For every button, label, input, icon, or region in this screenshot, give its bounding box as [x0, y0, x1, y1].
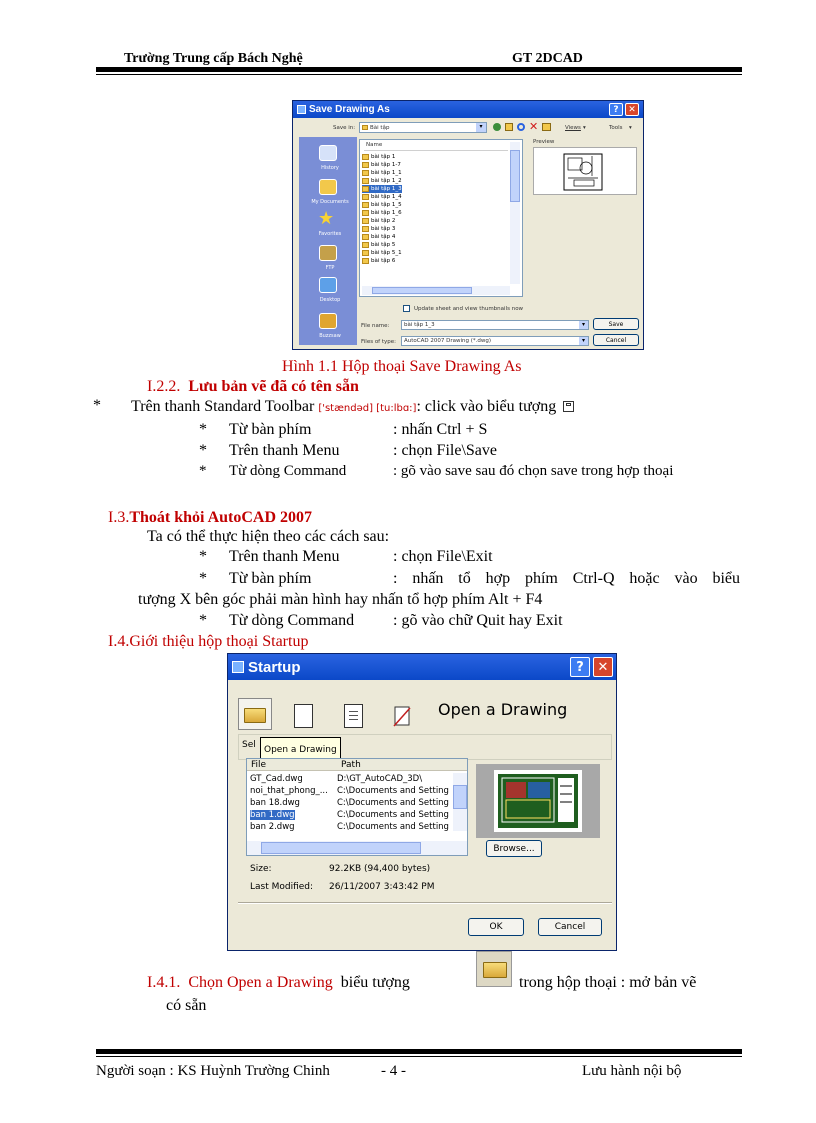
pronunciation: ['stændəd] [tu:lbɑ:]: [318, 403, 417, 414]
bullet: *: [199, 548, 207, 565]
section-title: Chọn Open a Drawing: [188, 974, 333, 991]
method-value: : nhấn Ctrl + S: [393, 421, 488, 438]
folder-icon: [362, 194, 369, 200]
exit-intro: Ta có thể thực hiện theo các cách sau:: [147, 528, 390, 545]
views-menu[interactable]: Views: [565, 125, 581, 131]
size-value: 92.2KB (94,400 bytes): [329, 864, 431, 874]
horizontal-scroll-thumb[interactable]: [372, 287, 472, 294]
recent-files-list: [246, 758, 468, 856]
buzzsaw-icon[interactable]: [319, 313, 337, 329]
tooltip-text: Open a Drawing: [264, 745, 337, 755]
page-number: - 4 -: [381, 1063, 406, 1079]
sidebar-buzzsaw-label[interactable]: Buzzsaw: [319, 333, 341, 339]
section-heading-1-4: [108, 632, 308, 651]
save-button[interactable]: Save: [593, 318, 639, 330]
help-button[interactable]: ?: [609, 103, 623, 116]
folder-icon: [362, 170, 369, 176]
chevron-down-icon[interactable]: ▾: [579, 321, 588, 329]
folder-icon: [362, 178, 369, 184]
folder-icon: [362, 250, 369, 256]
header-rule: [96, 67, 742, 72]
column-path-header[interactable]: Path: [341, 760, 361, 770]
file-name-value: bài tập 1_3: [404, 322, 435, 328]
last-modified-value: 26/11/2007 3:43:42 PM: [329, 882, 435, 892]
preview-label: Preview: [533, 139, 555, 145]
save-disk-icon: [563, 401, 574, 412]
search-web-icon[interactable]: [517, 123, 525, 131]
start-from-scratch-icon[interactable]: [294, 704, 313, 728]
scroll-thumb[interactable]: [453, 785, 467, 809]
table-row-selected[interactable]: ban 1.dwg C:\Documents and Setting: [250, 810, 449, 820]
folder-icon: [362, 226, 369, 232]
folder-icon: [362, 234, 369, 240]
bullet: *: [199, 421, 207, 438]
cancel-button[interactable]: Cancel: [593, 334, 639, 346]
save-drawing-as-dialog: [292, 100, 644, 350]
chevron-down-icon[interactable]: ▾: [579, 337, 588, 345]
list-item[interactable]: bài tập 1_6: [362, 209, 402, 217]
folder-icon: [362, 154, 369, 160]
toolbar-line-tail: : click vào biểu tượng: [416, 398, 557, 415]
new-folder-icon[interactable]: [542, 123, 551, 131]
back-icon[interactable]: [493, 123, 501, 131]
folder-icon: [362, 202, 369, 208]
tools-chevron-icon[interactable]: ▾: [629, 125, 632, 131]
section-number: I.4.: [108, 633, 130, 650]
use-wizard-icon[interactable]: [392, 704, 412, 728]
header-course: GT 2DCAD: [512, 51, 583, 66]
drawing-preview-image: [534, 148, 638, 196]
file-list: [359, 139, 523, 297]
bullet: *: [199, 442, 207, 459]
save-dialog-titlebar: [293, 101, 643, 118]
folder-icon: [362, 125, 368, 130]
desktop-icon[interactable]: [319, 277, 337, 293]
save-in-label: Save in:: [333, 125, 356, 131]
folder-icon: [362, 258, 369, 264]
footer-author: Người soạn : KS Huỳnh Trường Chinh: [96, 1063, 330, 1079]
update-thumbnail-checkbox[interactable]: [403, 305, 410, 312]
method-value: : nhấn tổ hợp phím Ctrl-Q hoặc vào biểu: [393, 570, 740, 587]
size-label: Size:: [250, 864, 272, 874]
section-title: Lưu bản vẽ đã có tên sẵn: [188, 378, 359, 395]
bullet: *: [199, 612, 207, 629]
section-text-tail: trong hộp thoại : mở bản vẽ: [519, 974, 697, 991]
tooltip: [260, 737, 341, 759]
autocad-app-icon: [232, 661, 244, 673]
folder-icon: [362, 218, 369, 224]
sidebar-desktop-label[interactable]: Desktop: [319, 297, 341, 303]
list-header: [247, 759, 467, 771]
cancel-button[interactable]: Cancel: [538, 918, 602, 936]
update-thumbnail-label: Update sheet and view thumbnails now: [414, 306, 524, 312]
list-item[interactable]: bài tập 1_1: [362, 169, 402, 177]
section-heading-1-4-1: [147, 973, 410, 992]
horizontal-scroll-thumb[interactable]: [261, 842, 421, 854]
file-type-value: AutoCAD 2007 Drawing (*.dwg): [404, 338, 491, 344]
delete-icon[interactable]: ✕: [529, 120, 539, 133]
startup-dialog: [227, 653, 617, 951]
toolbar-line: [131, 397, 574, 418]
list-item[interactable]: bài tập 4: [362, 233, 395, 241]
favorites-star-icon[interactable]: ★: [318, 208, 335, 228]
divider: [238, 902, 612, 904]
section-title: Giới thiệu hộp thoại Startup: [129, 633, 309, 650]
select-file-label: Sel: [242, 740, 256, 750]
method-label: Từ bàn phím: [229, 421, 312, 438]
sidebar-ftp-label[interactable]: FTP: [325, 265, 335, 271]
close-button[interactable]: ✕: [593, 657, 613, 677]
toolbar-line-lead: Trên thanh Standard Toolbar: [131, 398, 315, 415]
file-type-dropdown[interactable]: [401, 336, 589, 346]
table-row[interactable]: noi_that_phong_... C:\Documents and Setting: [250, 786, 449, 796]
list-item[interactable]: bài tập 6: [362, 257, 395, 265]
section-text-continuation: có sẵn: [166, 997, 207, 1014]
folder-icon: [362, 242, 369, 248]
footer-rule-thin: [96, 1056, 742, 1057]
bullet: *: [93, 397, 101, 414]
use-template-icon[interactable]: [344, 704, 363, 728]
list-item[interactable]: bài tập 1_5: [362, 201, 402, 209]
column-divider: [364, 150, 508, 151]
save-in-dropdown[interactable]: [359, 122, 487, 133]
ftp-icon[interactable]: [319, 245, 337, 261]
method-label: Từ dòng Command: [229, 463, 347, 479]
file-type-label: Files of type:: [361, 339, 397, 345]
folder-icon: [362, 162, 369, 168]
folder-icon: [362, 186, 369, 192]
list-item[interactable]: bài tập 5: [362, 241, 395, 249]
autocad-app-icon: [297, 105, 306, 114]
last-modified-label: Last Modified:: [250, 882, 314, 892]
startup-titlebar: [228, 654, 616, 680]
section-heading-1-3: [108, 508, 312, 527]
list-item[interactable]: bài tập 1_2: [362, 177, 402, 185]
open-drawing-tab[interactable]: [238, 698, 272, 730]
history-icon[interactable]: [319, 145, 337, 161]
list-item[interactable]: bài tập 1_4: [362, 193, 402, 201]
sidebar-my-documents-label[interactable]: My Documents: [311, 199, 349, 205]
close-button[interactable]: ✕: [625, 103, 639, 116]
startup-title: Startup: [248, 658, 301, 676]
method-label: Từ bàn phím: [229, 570, 312, 587]
startup-heading: Open a Drawing: [438, 700, 568, 719]
header-rule-thin: [96, 74, 742, 75]
figure-caption: Hình 1.1 Hộp thoại Save Drawing As: [282, 358, 522, 375]
section-number: I.3.: [108, 509, 130, 526]
header-school: Trường Trung cấp Bách Nghệ: [124, 51, 303, 66]
column-name-header[interactable]: Name: [366, 142, 383, 148]
ok-button[interactable]: OK: [468, 918, 524, 936]
list-item[interactable]: bài tập 3: [362, 225, 395, 233]
bullet: *: [199, 463, 207, 479]
method-label: Từ dòng Command: [229, 612, 355, 629]
up-folder-icon[interactable]: [505, 123, 513, 131]
method-label: Trên thanh Menu: [229, 548, 340, 565]
footer-note: Lưu hành nội bộ: [582, 1063, 682, 1079]
method-value: : chọn File\Save: [393, 442, 497, 459]
method-value: : gõ vào chữ Quit hay Exit: [393, 612, 563, 629]
section-number: I.4.1.: [147, 974, 181, 991]
browse-button[interactable]: Browse...: [486, 840, 542, 857]
footer-rule: [96, 1049, 742, 1054]
help-button[interactable]: ?: [570, 657, 590, 677]
file-name-label: File name:: [361, 323, 390, 329]
save-in-value: Bài tập: [370, 125, 390, 131]
list-item[interactable]: bài tập 1-7: [362, 161, 401, 169]
section-text: biểu tượng: [340, 974, 410, 991]
list-item[interactable]: bài tập 5_1: [362, 249, 402, 257]
list-item[interactable]: bài tập 1: [362, 153, 395, 161]
save-dialog-title: Save Drawing As: [309, 104, 390, 115]
sidebar-favorites-label[interactable]: Favorites: [318, 231, 342, 237]
folder-icon: [362, 210, 369, 216]
method-value: : chọn File\Exit: [393, 548, 493, 565]
drawing-preview: [476, 764, 600, 838]
bullet: *: [199, 570, 207, 587]
section-number: I.2.2.: [147, 378, 181, 395]
places-sidebar: [299, 137, 357, 345]
method-label: Trên thanh Menu: [229, 442, 340, 459]
my-documents-icon[interactable]: [319, 179, 337, 195]
drawing-preview-image: [476, 764, 600, 838]
table-row[interactable]: ban 18.dwg C:\Documents and Setting: [250, 798, 449, 808]
tools-menu[interactable]: Tools: [609, 125, 623, 131]
sidebar-history-label[interactable]: History: [321, 165, 339, 171]
chevron-down-icon[interactable]: ▾: [476, 123, 486, 132]
section-title: Thoát khỏi AutoCAD 2007: [129, 509, 313, 526]
method-value: : gõ vào save sau đó chọn save trong hợp thoại: [393, 463, 674, 479]
method-continuation: tượng X bên góc phải màn hình hay nhấn tổ hợp phím Alt + F4: [138, 591, 543, 608]
table-row[interactable]: ban 2.dwg C:\Documents and Setting: [250, 822, 449, 832]
open-folder-icon: [244, 708, 266, 723]
list-item-selected[interactable]: bài tập 1_3: [362, 185, 402, 193]
preview-thumbnail: [533, 147, 637, 195]
file-name-input[interactable]: [401, 320, 589, 330]
list-item[interactable]: bài tập 2: [362, 217, 395, 225]
views-chevron-icon[interactable]: ▾: [583, 125, 586, 131]
scroll-thumb[interactable]: [510, 150, 520, 202]
column-file-header[interactable]: File: [251, 760, 267, 770]
open-drawing-icon: [476, 951, 512, 987]
section-heading-1-2-2: [147, 377, 359, 396]
table-row[interactable]: GT_Cad.dwg D:\GT_AutoCAD_3D\: [250, 774, 423, 784]
